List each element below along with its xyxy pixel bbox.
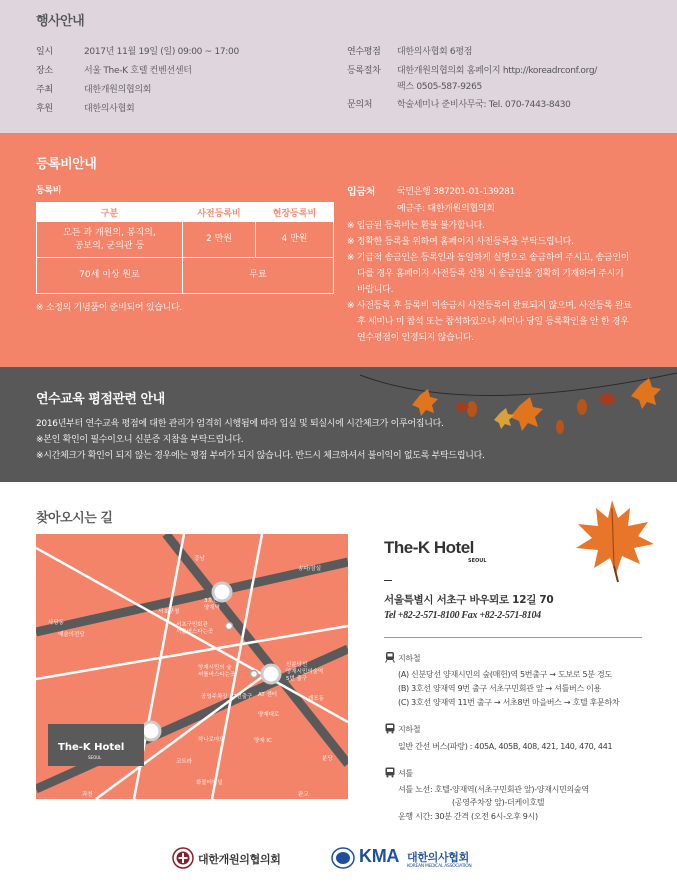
map-hotel-logo-sub: SEOUL [88,755,102,760]
maple-leaf-decoration [566,496,658,584]
contact-divider [384,637,642,638]
fee-account: 국민은행 387201-01-139281 [397,187,515,197]
event-label-registration: 등록절차 [347,66,381,76]
map-label-yangjae-line: 3호선 [204,598,219,604]
hotel-tel-fax: Tel +82-2-571-8100 Fax +82-2-571-8104 [384,610,541,621]
fee-row2-fee: 무료 [182,258,333,294]
shuttle-route-cont: (공영주차장 앞)-더케이호텔 [452,798,545,807]
edu-line-1: 2016년부터 연수교육 평점에 대한 관리가 엄격히 시행됨에 따라 입실 및 퇴실시에 시간체크가 이루어집니다. [36,419,444,429]
map-label-shuttlebus: 셔틀버스타는곳 [176,629,214,635]
edu-line-3: ※시간체크가 확인이 되지 않는 경우에는 평점 부여가 되지 않습니다. 반드시 체크하셔서 불이익이 없도록 부탁드립니다. [36,451,485,461]
fee-row2-category: 70세 이상 원로 [37,258,183,294]
fee-title: 등록비안내 [36,157,97,172]
bus-routes: 일반 간선 버스(파랑) : 405A, 405B, 408, 421, 140, 470, 441 [398,742,613,751]
subway-route-c: (C) 3호선 양재역 11번 출구 → 서초8번 마을버스 → 호텔 후문하차 [398,698,620,707]
event-value-registration: 대한개원의협의회 홈페이지 http://koreadrconf.org/ [397,66,598,76]
map-label-pangyo: 판교 [298,792,309,798]
fee-header-pre: 사전등록비 [182,203,255,222]
fee-row1-onsite: 4 만원 [256,222,334,258]
fee-note-4c: 연수평점이 인정되지 않습니다. [357,333,474,343]
footer-org1: 대한개원의협의회 [198,853,281,866]
footer-org2-abbr: KMA [359,846,400,866]
map-label-parking: 공영주차장 / 7번출구 [201,694,253,700]
fee-note-1: ※ 입금된 등록비는 환불 불가합니다. [347,221,485,231]
map-label-yangjae-st: 양재역 [204,605,220,611]
map-label-songpa: 송파/잠실 [298,566,322,572]
subway-route-b: (B) 3호선 양재역 9번 출구 서초구민회관 앞 → 셔틀버스 이용 [398,684,601,693]
fee-account-label: 입금처 [347,187,376,198]
hotel-address: 서울특별시 서초구 바우뫼로 12길 70 [384,594,554,606]
shuttle-schedule: 운행 시간: 30분 간격 (오전 6시-오후 9시) [398,812,538,821]
event-section [0,0,677,133]
event-value-host: 대한개원의협의회 [84,85,152,95]
event-label-place: 장소 [36,66,53,76]
map-label-yangjae-ic: 양재 IC [254,738,272,744]
footer-org2: 대한의사협회 [407,851,469,864]
address-divider [384,580,392,581]
event-value-date: 2017년 11월 19일 (일) 09:00 ~ 17:00 [84,47,239,57]
event-label-contact: 문의처 [347,100,373,110]
edu-section [0,367,677,482]
map-hotel-logo: The-K Hotel [58,742,125,753]
hotel-logo-sub: SEOUL [468,558,487,564]
fee-note-4: ※ 사전등록 후 등록비 미송금시 사전등록이 완료되지 않으며, 사전등록 완료 [347,301,632,311]
map-label-yangjaechon: 양재대로 [258,712,280,718]
map-label-gwacheon: 과천 [82,792,93,798]
edu-title: 연수교육 평점관련 안내 [36,392,165,407]
map-label-kotra: 코트라 [176,759,192,765]
map-label-sinbundang-st: 양재시민의숲역 [286,669,324,675]
map-label-forest: 양재시민의 숲 [198,665,232,671]
map-label-gangnam: 강남 [194,556,205,562]
shuttle-title: 셔틀 [398,769,413,778]
fee-header-onsite: 현장등록비 [256,203,334,222]
map-label-sinbundang: 신분당선 [286,662,308,668]
fee-note-2: ※ 정확한 등록을 위하여 홈페이지 사전등록을 부탁드립니다. [347,237,574,247]
fee-note-3c: 바랍니다. [357,285,394,295]
event-value-place: 서울 The-K 호텔 컨벤션센터 [84,66,192,76]
map-label-cargo: 화물터미널 [196,780,223,786]
map-label-forest-shuttle: 셔틀버스타는곳 [198,672,236,678]
fee-holder: 예금주: 대한개원의협의회 [397,204,495,214]
event-label-sponsor: 후원 [36,104,53,114]
event-label-credit: 연수평점 [347,47,381,57]
fee-note-3: ※ 기급적 송금인은 등록인과 동일하게 실명으로 송금하여 주시고, 송금인이 [347,253,630,263]
event-label-host: 주최 [36,85,53,95]
edu-line-2: ※본인 확인이 필수이오니 신분증 지참을 부탁드립니다. [36,435,244,445]
shuttle-route: 셔틀 노선: 호텔-양재역(서초구민회관 앞)-양재시민의숲역 [398,785,589,794]
map-label-sadang: 사당동 [48,620,64,626]
fee-note-3b: 다를 경우 홈페이지 사전등록 신청 시 송금인을 정확히 기재하여 주시기 [357,269,624,279]
subway-icon [384,651,396,663]
fee-row1-category: 모든 과 개원의, 봉직의, 공보의, 군의관 등 [37,222,183,258]
map-label-sinbundang-exit: 5번 출구 [286,676,308,682]
event-value-sponsor: 대한의사협회 [84,104,135,114]
shuttle-icon [384,766,396,778]
event-title: 행사안내 [36,14,85,29]
event-value-fax: 팩스 0505-587-9265 [397,82,482,92]
fee-subtitle: 등록비 [36,186,62,196]
directions-title: 찾아오시는 길 [36,511,113,526]
event-label-date: 일시 [36,47,53,57]
fee-row1-pre: 2 만원 [182,222,255,258]
event-value-contact: 학술세미나 준비사무국: Tel. 070-7443-8430 [397,100,571,110]
event-value-credit: 대한의사협회 6평점 [397,47,473,57]
fee-header-category: 구분 [37,203,183,222]
kma-emblem-icon [331,847,355,869]
hotel-logo: The-K Hotel [384,538,474,557]
kmpa-emblem-icon [172,847,194,869]
footer-org2-en: KOREAN MEDICAL ASSOCIATION [407,864,472,869]
fee-table [36,202,334,294]
map-label-gaepo: 개포동 [308,696,324,702]
map-label-seochogu: 서초구청 [158,609,180,615]
fee-gift-note: ※ 소정의 기념품이 준비되어 있습니다. [36,303,182,313]
map-label-hanaro: 하나로마트 [198,737,225,743]
map-label-at-center: AT 센터 [258,692,278,698]
subway-title: 지하철 [398,654,421,663]
fee-note-4b: 후 세미나 미 참석 또는 참석하였으나 세미나 당일 등록확인을 안 한 경우 [357,317,629,327]
bus-icon [384,722,396,734]
map-label-bundang: 분당 [322,756,333,762]
map-label-yejeon: 예술의전당 [58,632,85,638]
subway-route-a: (A) 신분당선 양재시민의 숲(매헌)역 5번출구 → 도보로 5분 경도 [398,670,612,679]
bus-title: 지하철 [398,725,421,734]
location-map [36,534,348,799]
map-label-seochominhall: 서초구민회관 [176,622,208,628]
